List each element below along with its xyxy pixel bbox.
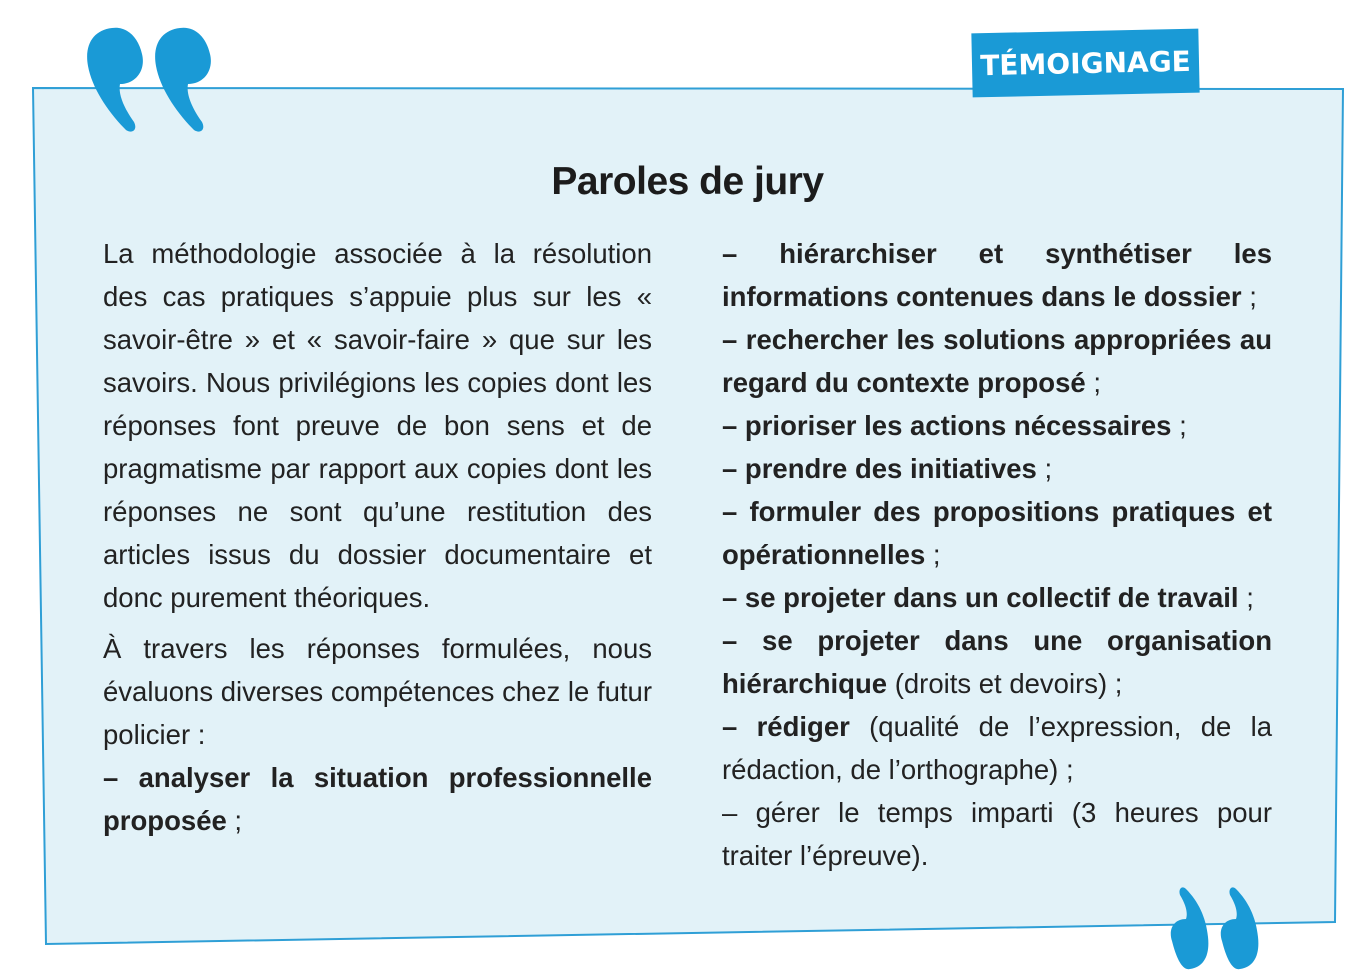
list-item <box>722 490 1272 576</box>
list-item <box>722 791 1272 877</box>
list-item <box>722 576 1272 619</box>
list-item-tail: ; <box>226 805 243 836</box>
list-item-bold: – rechercher les solutions appropriées au regard du contexte proposé <box>722 324 1272 398</box>
list-item-tail: ; <box>1241 281 1257 312</box>
list-item <box>722 619 1272 705</box>
list-item-tail: – gérer le temps imparti (3 heures pour traiter l’épreuve). <box>722 797 1272 871</box>
list-item-bold: – analyser la situation professionnelle proposée <box>103 762 652 836</box>
temoignage-badge: TÉMOIGNAGE <box>971 29 1199 98</box>
closing-quote-mark-icon <box>1168 885 1268 975</box>
page-title: Paroles de jury <box>551 160 824 203</box>
list-item <box>722 404 1272 447</box>
list-item <box>722 232 1272 318</box>
list-item-bold: – prendre des initiatives <box>722 453 1037 484</box>
list-item-tail: ; <box>925 539 941 570</box>
list-item <box>722 318 1272 404</box>
paragraph-methodology: La méthodologie associée à la résolution des cas pratiques s’appuie plus sur les « savoir-être » et « savoir-faire » que sur les savoirs. Nous privilégions les copies dont les réponses font preuve de bon sens et de pragmatisme par rapport aux copies dont les réponses ne sont qu’une restitution des articles issus du dossier documentaire et donc purement théoriques. <box>103 238 652 613</box>
list-item-tail: ; <box>1238 582 1254 613</box>
list-item <box>722 447 1272 490</box>
list-item-bold: – prioriser les actions nécessaires <box>722 410 1172 441</box>
list-item-bold: – formuler des propositions pratiques et opérationnelles <box>722 496 1272 570</box>
list-item-tail: ; <box>1171 410 1187 441</box>
list-item-bold: – rédiger <box>722 711 850 742</box>
right-column <box>722 232 1272 877</box>
left-column <box>103 232 652 842</box>
list-item-bold: – hiérarchiser et synthétiser les informations contenues dans le dossier <box>722 238 1272 312</box>
list-item <box>103 756 652 842</box>
opening-quote-mark-icon <box>80 22 215 137</box>
list-item-bold: – se projeter dans une organisation hiérarchique <box>722 625 1272 699</box>
list-item <box>722 705 1272 791</box>
paragraph-competences: À travers les réponses formulées, nous évaluons diverses compétences chez le futur policier : <box>103 633 652 750</box>
list-item-tail: ; <box>1036 453 1053 484</box>
list-item-bold: – se projeter dans un collectif de travail <box>722 582 1239 613</box>
list-item-tail: (droits et devoirs) ; <box>887 668 1123 699</box>
list-item-tail: (qualité de l’expression, de la rédaction, de l’orthographe) ; <box>722 711 1273 785</box>
list-item-tail: ; <box>1085 367 1101 398</box>
